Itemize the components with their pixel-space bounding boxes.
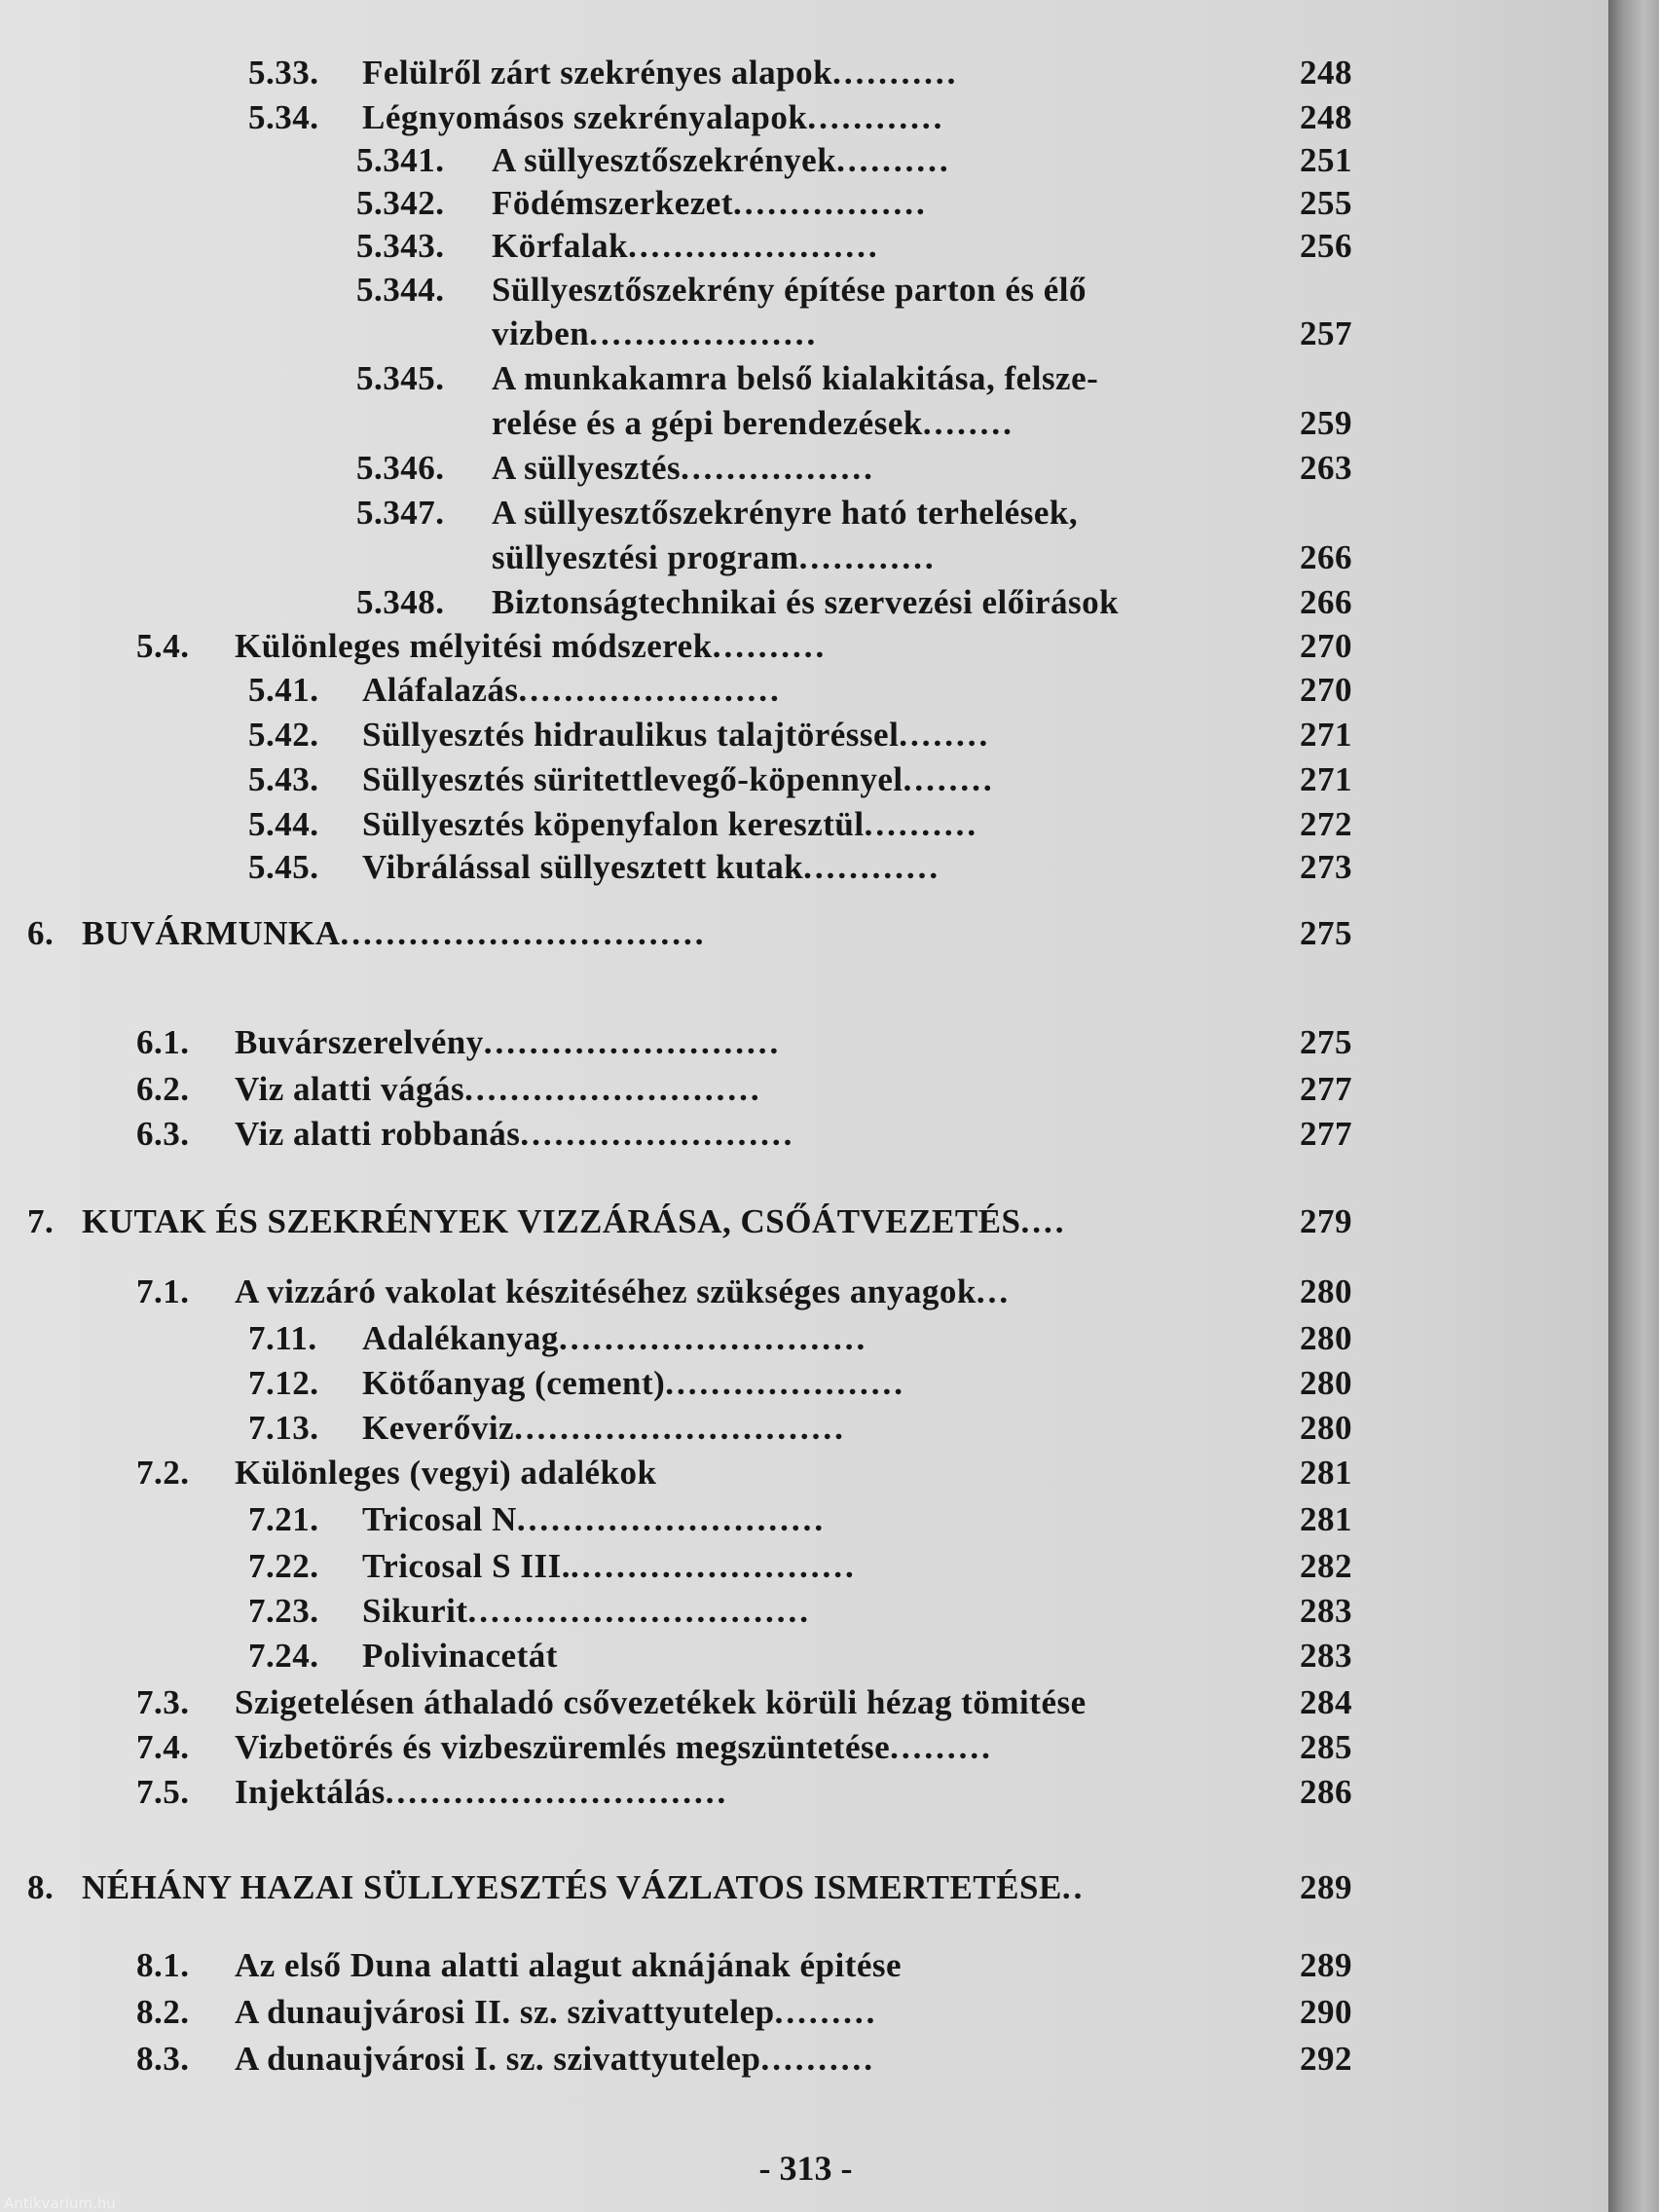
- toc-number: 7.5.: [136, 1773, 190, 1811]
- toc-entry: [0, 1544, 1611, 1589]
- toc-title: A dunaujvárosi I. sz. szivattyutelep: [235, 2040, 761, 2078]
- toc-number: 7.11.: [248, 1319, 317, 1357]
- toc-title: Felülről zárt szekrényes alapok: [362, 54, 833, 92]
- toc-title: A süllyesztőszekrények: [492, 141, 837, 179]
- toc-number: 5.342.: [356, 184, 445, 222]
- toc-title: Keverőviz: [362, 1409, 515, 1447]
- toc-leader: .....................: [665, 1364, 906, 1402]
- toc-page-number: 272: [1300, 805, 1352, 843]
- toc-number: 8.3.: [136, 2040, 190, 2078]
- toc-title: Födémszerkezet: [492, 184, 733, 222]
- toc-leader: ..........: [760, 2040, 875, 2078]
- toc-page-number: 283: [1300, 1592, 1352, 1630]
- page-edge: [1608, 0, 1659, 2212]
- toc-title: NÉHÁNY HAZAI SÜLLYESZTÉS VÁZLATOS ISMERTETÉSE: [82, 1868, 1062, 1906]
- toc-number: 7.12.: [248, 1364, 319, 1402]
- toc-leader: ..............................: [385, 1773, 729, 1811]
- toc-entry: [0, 1316, 1611, 1361]
- toc-page-number: 270: [1300, 627, 1352, 665]
- toc-title: Buvárszerelvény: [235, 1023, 484, 1061]
- toc-entry: [0, 491, 1611, 535]
- toc-title: Adalékanyag: [362, 1319, 559, 1357]
- toc-entry: [0, 1943, 1611, 1988]
- toc-title: BUVÁRMUNKA: [82, 914, 341, 952]
- toc-entry: [0, 845, 1611, 890]
- toc-number: 5.346.: [356, 449, 445, 487]
- toc-leader: ..........: [864, 805, 979, 843]
- watermark: Antikvarium.hu: [4, 2194, 116, 2212]
- toc-leader: ....: [1020, 1202, 1067, 1240]
- toc-number: 7.24.: [248, 1637, 319, 1675]
- toc-number: 5.43.: [248, 760, 319, 798]
- toc-entry: [0, 95, 1611, 140]
- toc-title: Polivinacetát: [362, 1637, 558, 1675]
- toc-leader: ................................: [340, 914, 707, 952]
- toc-number: 5.343.: [356, 227, 445, 265]
- toc-leader: ......................: [628, 227, 880, 265]
- toc-page-number: 285: [1300, 1728, 1352, 1766]
- toc-page-number: 263: [1300, 449, 1352, 487]
- toc-leader: ........................: [520, 1115, 795, 1153]
- toc-entry: [0, 1406, 1611, 1451]
- toc-number: 5.44.: [248, 805, 319, 843]
- toc-title: Különleges mélyitési módszerek: [235, 627, 713, 665]
- toc-page-number: 279: [1300, 1202, 1352, 1240]
- toc-title: Tricosal S III.: [362, 1547, 571, 1585]
- toc-entry: [0, 1725, 1611, 1770]
- toc-page-number: 284: [1300, 1683, 1352, 1721]
- toc-title: Vizbetörés és vizbeszüremlés megszüntetése: [235, 1728, 891, 1766]
- toc-entry: [0, 1270, 1611, 1314]
- toc-leader: ........: [899, 716, 991, 754]
- toc-entry: [0, 1990, 1611, 2035]
- toc-number: 5.45.: [248, 848, 319, 886]
- toc-leader: .........................: [570, 1547, 857, 1585]
- toc-entry: [0, 802, 1611, 847]
- toc-page-number: 289: [1300, 1868, 1352, 1906]
- toc-leader: .......................: [518, 671, 782, 709]
- toc-title: Légnyomásos szekrényalapok: [362, 98, 808, 136]
- toc-title: Viz alatti vágás: [235, 1070, 465, 1108]
- toc-entry: [0, 1497, 1611, 1542]
- toc-leader: ...........: [832, 54, 959, 92]
- toc-title: Körfalak: [492, 227, 629, 265]
- toc-title: Biztonságtechnikai és szervezési előirások: [492, 583, 1120, 621]
- toc-page-number: 266: [1300, 583, 1352, 621]
- toc-page-number: 275: [1300, 914, 1352, 952]
- toc-number: 5.34.: [248, 98, 319, 136]
- toc-title: Vibrálással süllyesztett kutak: [362, 848, 804, 886]
- toc-number: 8.2.: [136, 1993, 190, 2031]
- toc-number: 6.2.: [136, 1070, 190, 1108]
- toc-title: Süllyesztés süritettlevegő-köpennyel: [362, 760, 903, 798]
- toc-number: 7.23.: [248, 1592, 319, 1630]
- toc-leader: ........: [922, 404, 1014, 442]
- toc-number: 8.1.: [136, 1946, 190, 1984]
- toc-number: 7.13.: [248, 1409, 319, 1447]
- toc-number: 5.4.: [136, 627, 190, 665]
- toc-number: 5.33.: [248, 54, 319, 92]
- toc-entry: [0, 1020, 1611, 1065]
- toc-entry: [0, 224, 1611, 269]
- toc-leader: ............: [803, 848, 941, 886]
- page-number: - 313 -: [758, 2149, 853, 2188]
- toc-page-number: 280: [1300, 1319, 1352, 1357]
- toc-page-number: 259: [1300, 404, 1352, 442]
- toc-number: 7.22.: [248, 1547, 319, 1585]
- toc-leader: ...........................: [558, 1319, 868, 1357]
- toc-page-number: 290: [1300, 1993, 1352, 2031]
- toc-entry: [0, 1680, 1611, 1725]
- toc-leader: .................: [681, 449, 875, 487]
- toc-page-number: 281: [1300, 1500, 1352, 1538]
- toc-entry: [0, 535, 1611, 580]
- toc-page-number: 281: [1300, 1454, 1352, 1492]
- toc-leader: ..: [1061, 1868, 1086, 1906]
- toc-page-number: 270: [1300, 671, 1352, 709]
- toc-entry: [0, 668, 1611, 713]
- toc-title: Injektálás: [235, 1773, 386, 1811]
- toc-entry: [0, 1112, 1611, 1157]
- toc-title: Kötőanyag (cement): [362, 1364, 666, 1402]
- toc-number: 8.: [27, 1868, 55, 1906]
- toc-leader: ...........................: [516, 1500, 827, 1538]
- toc-page-number: 275: [1300, 1023, 1352, 1061]
- toc-leader: ..............................: [467, 1592, 812, 1630]
- toc-page-number: 256: [1300, 227, 1352, 265]
- toc-leader: ........: [903, 760, 995, 798]
- toc-number: 7.1.: [136, 1272, 190, 1310]
- toc-number: 5.348.: [356, 583, 445, 621]
- toc-entry: [0, 268, 1611, 313]
- toc-title: Sikurit: [362, 1592, 468, 1630]
- toc-entry: [0, 446, 1611, 491]
- toc-page-number: 266: [1300, 538, 1352, 576]
- toc-entry: [0, 713, 1611, 757]
- toc-leader: ..........................: [483, 1023, 782, 1061]
- toc-page-number: 280: [1300, 1272, 1352, 1310]
- toc-entry: [0, 911, 1611, 956]
- toc-title: vizben: [492, 314, 590, 352]
- toc-entry: [0, 1067, 1611, 1112]
- toc-number: 6.: [27, 914, 55, 952]
- toc-page-number: 283: [1300, 1637, 1352, 1675]
- toc-number: 6.1.: [136, 1023, 190, 1061]
- toc-entry: [0, 1451, 1611, 1495]
- toc-title: Süllyesztőszekrény építése parton és élő: [492, 271, 1088, 309]
- toc-title: A süllyesztés: [492, 449, 682, 487]
- toc-number: 7.4.: [136, 1728, 190, 1766]
- toc-entry: [0, 757, 1611, 802]
- toc-leader: ..........: [836, 141, 951, 179]
- toc-page-number: 248: [1300, 98, 1352, 136]
- toc-leader: ....................: [589, 314, 819, 352]
- toc-number: 5.41.: [248, 671, 319, 709]
- toc-number: 5.344.: [356, 271, 445, 309]
- toc-page-number: 257: [1300, 314, 1352, 352]
- toc-title: Süllyesztés köpenyfalon keresztül: [362, 805, 865, 843]
- toc-entry: [0, 580, 1611, 625]
- toc-entry: [0, 312, 1611, 356]
- toc-title: süllyesztési program: [492, 538, 799, 576]
- toc-title: A vizzáró vakolat készitéséhez szükséges anyagok: [235, 1272, 977, 1310]
- toc-title: Különleges (vegyi) adalékok: [235, 1454, 657, 1492]
- toc-leader: ..........................: [464, 1070, 762, 1108]
- toc-page-number: 292: [1300, 2040, 1352, 2078]
- toc-entry: [0, 51, 1611, 95]
- toc-leader: ...: [976, 1272, 1012, 1310]
- toc-page-number: 289: [1300, 1946, 1352, 1984]
- toc-leader: .........: [890, 1728, 993, 1766]
- toc-title: Süllyesztés hidraulikus talajtöréssel: [362, 716, 900, 754]
- toc-number: 5.345.: [356, 359, 445, 397]
- toc-number: 5.347.: [356, 494, 445, 532]
- toc-title: A süllyesztőszekrényre ható terhelések,: [492, 494, 1079, 532]
- toc-number: 5.42.: [248, 716, 319, 754]
- toc-title: KUTAK ÉS SZEKRÉNYEK VIZZÁRÁSA, CSŐÁTVEZETÉS: [82, 1202, 1021, 1240]
- toc-entry: [0, 1589, 1611, 1634]
- toc-page-number: 280: [1300, 1364, 1352, 1402]
- toc-leader: ..........: [712, 627, 828, 665]
- toc-page-number: 280: [1300, 1409, 1352, 1447]
- toc-entry: [0, 1770, 1611, 1815]
- toc-number: 7.3.: [136, 1683, 190, 1721]
- toc-number: 5.341.: [356, 141, 445, 179]
- toc-title: A munkakamra belső kialakitása, felsze-: [492, 359, 1099, 397]
- toc-number: 6.3.: [136, 1115, 190, 1153]
- toc-entry: [0, 1634, 1611, 1678]
- toc-title: Szigetelésen áthaladó csővezetékek körüli hézag tömitése: [235, 1683, 1087, 1721]
- toc-entry: [0, 1199, 1611, 1244]
- toc-title: Tricosal N: [362, 1500, 517, 1538]
- toc-page-number: 282: [1300, 1547, 1352, 1585]
- toc-entry: [0, 138, 1611, 183]
- toc-entry: [0, 401, 1611, 446]
- toc-page-number: 277: [1300, 1115, 1352, 1153]
- toc-leader: ............: [807, 98, 945, 136]
- toc-leader: .................: [732, 184, 928, 222]
- toc-page-number: 273: [1300, 848, 1352, 886]
- toc-leader: .............................: [514, 1409, 846, 1447]
- toc-page-number: 286: [1300, 1773, 1352, 1811]
- toc-entry: [0, 181, 1611, 226]
- toc-leader: .........: [774, 1993, 878, 2031]
- toc-title: A dunaujvárosi II. sz. szivattyutelep: [235, 1993, 775, 2031]
- toc-page-number: 271: [1300, 716, 1352, 754]
- toc-entry: [0, 1361, 1611, 1406]
- toc-title: Aláfalazás: [362, 671, 519, 709]
- toc-title: relése és a gépi berendezések: [492, 404, 923, 442]
- toc-entry: [0, 356, 1611, 401]
- toc-title: Viz alatti robbanás: [235, 1115, 521, 1153]
- toc-entry: [0, 1865, 1611, 1910]
- toc-page-number: 277: [1300, 1070, 1352, 1108]
- toc-page-number: 251: [1300, 141, 1352, 179]
- toc-number: 7.: [27, 1202, 55, 1240]
- toc-leader: ............: [798, 538, 937, 576]
- toc-page-number: 255: [1300, 184, 1352, 222]
- toc-entry: [0, 624, 1611, 669]
- toc-page-number: 248: [1300, 54, 1352, 92]
- toc-title: Az első Duna alatti alagut aknájának épitése: [235, 1946, 903, 1984]
- toc-entry: [0, 2037, 1611, 2082]
- toc-page-number: 271: [1300, 760, 1352, 798]
- toc-number: 7.2.: [136, 1454, 190, 1492]
- toc-number: 7.21.: [248, 1500, 319, 1538]
